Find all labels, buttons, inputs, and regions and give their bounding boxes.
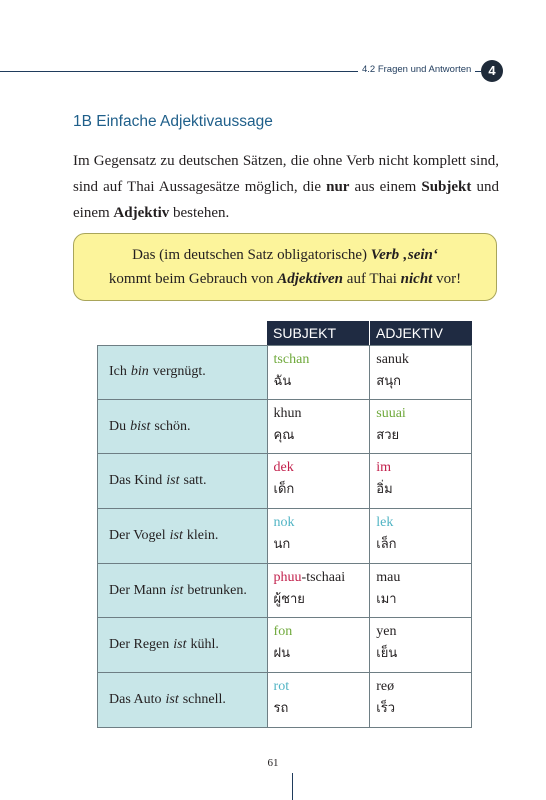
paragraph-text: und einem bbox=[73, 179, 499, 221]
adjective-romanization: reø bbox=[376, 679, 395, 695]
paragraph-text: aus einem bbox=[349, 179, 422, 195]
note-text: auf Thai bbox=[343, 271, 401, 287]
german-adjective: satt. bbox=[183, 473, 207, 489]
german-sentence bbox=[98, 400, 268, 454]
subject-cell bbox=[268, 346, 370, 399]
subject-thai: ฉัน bbox=[273, 374, 292, 389]
german-verb: ist bbox=[170, 582, 184, 598]
german-sentence bbox=[98, 673, 268, 727]
subject-roman-highlight: khun bbox=[273, 405, 302, 421]
subject-cell bbox=[268, 564, 370, 618]
german-verb: ist bbox=[169, 527, 183, 543]
adjective-cell bbox=[369, 564, 471, 618]
chapter-badge: 4 bbox=[481, 60, 503, 82]
adjective-cell bbox=[369, 509, 471, 563]
german-adjective: schön. bbox=[154, 418, 191, 434]
german-adjective: kühl. bbox=[190, 637, 219, 653]
german-adjective: klein. bbox=[186, 527, 219, 543]
adjective-thai: เย็น bbox=[376, 646, 398, 662]
adjective-thai: เมา bbox=[376, 591, 397, 607]
subject-thai: นก bbox=[273, 537, 291, 553]
subject-romanization bbox=[274, 457, 370, 479]
page-number: 61 bbox=[267, 757, 279, 769]
subject-cell bbox=[268, 673, 370, 727]
note-box bbox=[73, 233, 497, 301]
table-row bbox=[97, 564, 472, 619]
subject-thai: ฝน bbox=[273, 646, 291, 662]
paragraph-text: bestehen. bbox=[169, 205, 230, 221]
subject-roman-highlight: rot bbox=[273, 679, 290, 695]
header-adjektiv: ADJEKTIV bbox=[369, 321, 471, 345]
adjective-thai: สนุก bbox=[376, 374, 401, 389]
table-row bbox=[97, 509, 472, 564]
emphasis-subjekt: Subjekt bbox=[421, 179, 472, 195]
adjective-cell bbox=[369, 673, 471, 727]
note-verb: Verb ‚sein‘ bbox=[370, 247, 438, 263]
adjective-romanization: mau bbox=[376, 569, 401, 585]
german-adjective: betrunken. bbox=[187, 582, 247, 598]
subject-thai: คุณ bbox=[273, 427, 295, 443]
subject-romanization bbox=[274, 512, 370, 534]
note-line-2 bbox=[74, 267, 496, 291]
emphasis-nur: nur bbox=[326, 179, 350, 195]
german-verb: ist bbox=[173, 637, 187, 653]
adjective-cell bbox=[369, 454, 471, 508]
note-text: vor! bbox=[432, 271, 462, 287]
german-subject: Der Vogel bbox=[109, 527, 166, 543]
adjective-romanization: suuai bbox=[376, 405, 406, 421]
subject-romanization bbox=[274, 349, 370, 371]
adjective-cell bbox=[369, 618, 471, 672]
vocabulary-table bbox=[97, 321, 472, 728]
table-row bbox=[97, 454, 472, 509]
adjective-romanization: yen bbox=[376, 624, 397, 640]
adjective-thai: เร็ว bbox=[376, 701, 395, 717]
section-heading: 1B Einfache Adjektivaussage bbox=[73, 113, 273, 130]
german-subject: Das Kind bbox=[109, 473, 163, 489]
adjective-romanization: sanuk bbox=[376, 352, 409, 367]
note-line-1 bbox=[74, 243, 496, 267]
german-subject: Ich bbox=[109, 364, 127, 380]
subject-cell bbox=[268, 454, 370, 508]
subject-romanization bbox=[274, 676, 370, 698]
emphasis-adjektiv: Adjektiv bbox=[113, 205, 170, 221]
subject-roman-highlight: nok bbox=[273, 515, 295, 531]
subject-roman-rest: -tschaai bbox=[301, 569, 346, 585]
intro-paragraph bbox=[73, 148, 499, 226]
note-text: kommt beim Gebrauch von bbox=[108, 271, 278, 287]
german-verb: ist bbox=[166, 473, 180, 489]
table-row bbox=[97, 673, 472, 728]
subject-thai: ผู้ชาย bbox=[273, 591, 305, 607]
running-header: 4.2 Fragen und Antworten bbox=[358, 64, 475, 75]
subject-roman-highlight: phuu bbox=[273, 569, 302, 585]
adjective-cell bbox=[369, 346, 471, 399]
subject-cell bbox=[268, 400, 370, 454]
subject-thai: รถ bbox=[273, 701, 289, 717]
german-subject: Das Auto bbox=[109, 691, 162, 707]
table-body bbox=[97, 345, 472, 728]
subject-romanization bbox=[274, 567, 370, 589]
subject-cell bbox=[268, 509, 370, 563]
table-row bbox=[97, 400, 472, 455]
footer-rule bbox=[292, 773, 293, 800]
german-sentence bbox=[98, 509, 268, 563]
german-verb: bin bbox=[130, 364, 149, 380]
subject-roman-highlight: tschan bbox=[273, 352, 310, 367]
german-verb: bist bbox=[130, 418, 151, 434]
adjective-cell bbox=[369, 400, 471, 454]
german-sentence bbox=[98, 346, 268, 399]
adjective-thai: สวย bbox=[376, 427, 400, 443]
german-subject: Du bbox=[109, 418, 127, 434]
german-subject: Der Mann bbox=[109, 582, 167, 598]
subject-romanization bbox=[274, 403, 370, 425]
subject-cell bbox=[268, 618, 370, 672]
table-row bbox=[97, 345, 472, 400]
german-sentence bbox=[98, 564, 268, 618]
note-nicht: nicht bbox=[400, 271, 433, 287]
adjective-romanization: lek bbox=[376, 515, 394, 531]
header-subjekt: SUBJEKT bbox=[273, 325, 337, 341]
german-sentence bbox=[98, 454, 268, 508]
note-adjektiven: Adjektiven bbox=[277, 271, 344, 287]
subject-romanization bbox=[274, 621, 370, 643]
subject-thai: เด็ก bbox=[273, 482, 295, 498]
subject-roman-highlight: fon bbox=[273, 624, 293, 640]
german-adjective: vergnügt. bbox=[152, 364, 206, 380]
german-adjective: schnell. bbox=[182, 691, 226, 707]
adjective-thai: เล็ก bbox=[376, 537, 397, 553]
subject-roman-highlight: dek bbox=[273, 460, 294, 476]
note-text: Das (im deutschen Satz obligatorische) bbox=[132, 247, 371, 263]
adjective-thai: อิ่ม bbox=[376, 482, 393, 498]
paragraph-text: Im Gegensatz zu deutschen Sätzen, die ohne Verb nicht komplett sind, sind auf Thai Aussagesätze möglich, die bbox=[73, 153, 499, 195]
german-subject: Der Regen bbox=[109, 637, 170, 653]
adjective-romanization: im bbox=[376, 460, 392, 476]
german-sentence bbox=[98, 618, 268, 672]
table-header bbox=[267, 321, 472, 345]
table-row bbox=[97, 618, 472, 673]
german-verb: ist bbox=[165, 691, 179, 707]
